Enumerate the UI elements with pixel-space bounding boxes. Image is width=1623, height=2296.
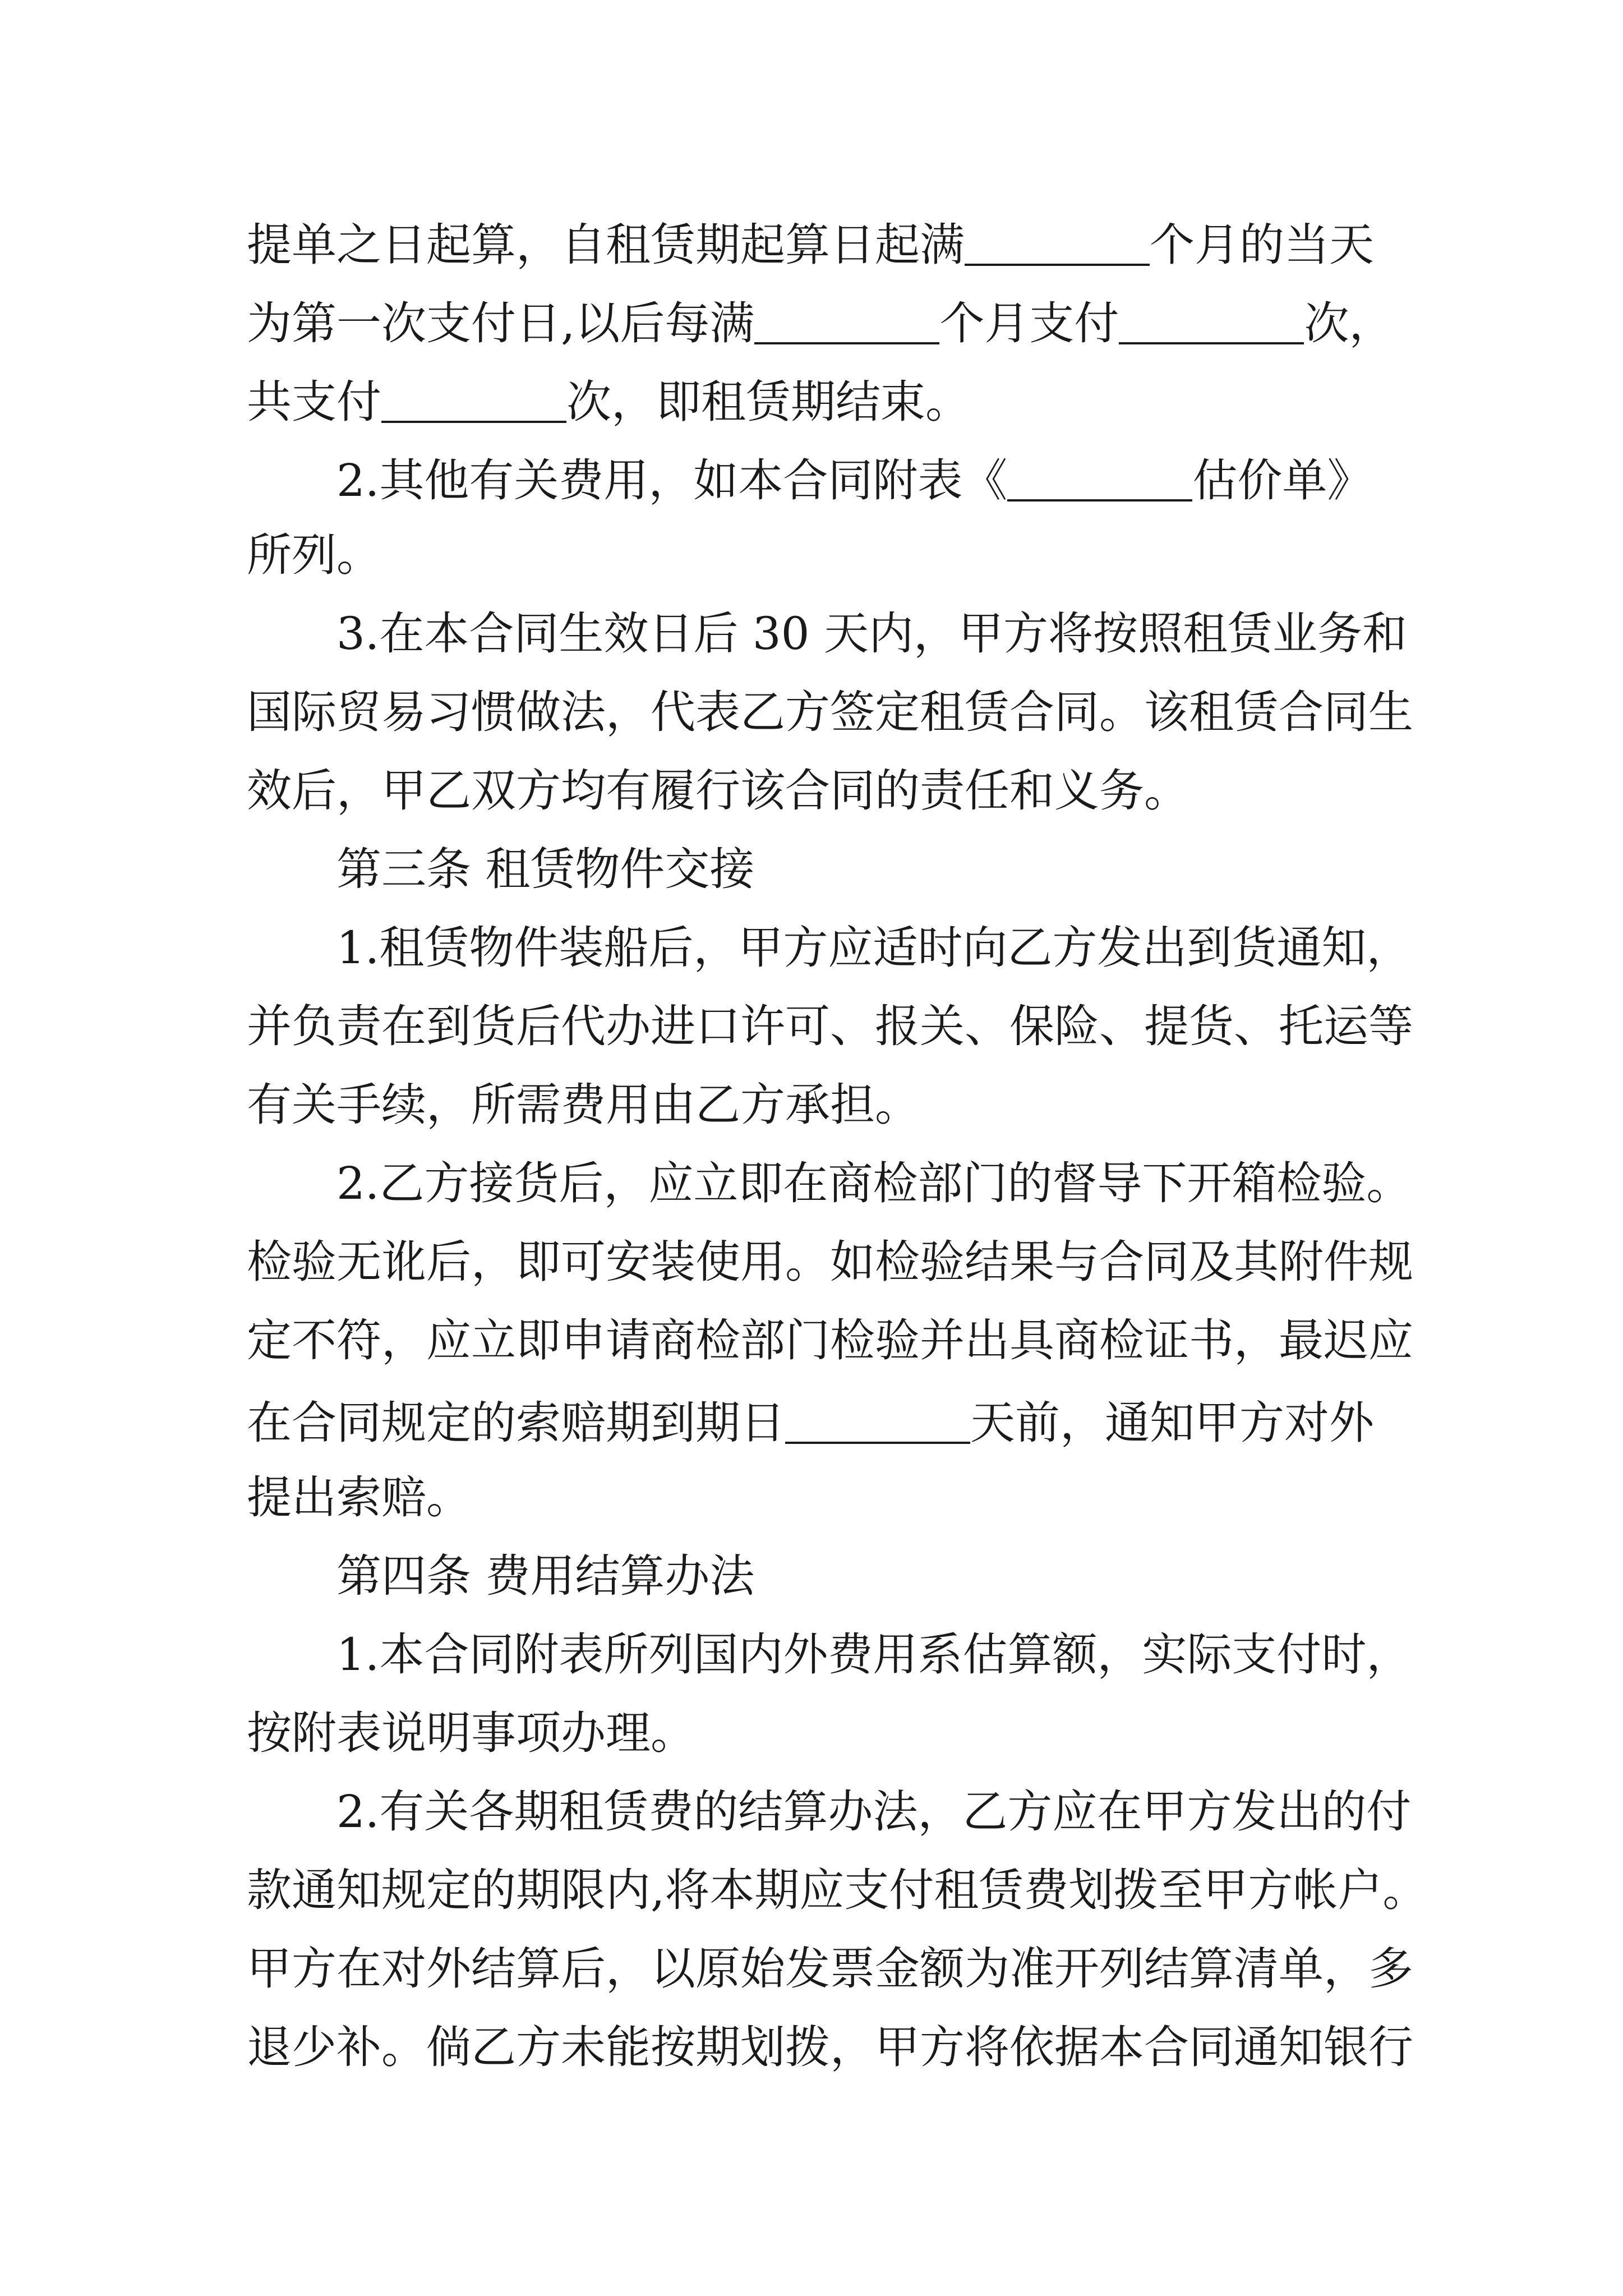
text-line: 2.乙方接货后，应立即在商检部门的督导下开箱检验。 bbox=[336, 1157, 1412, 1209]
text-line: 并负责在到货后代办进口许可、报关、保险、提货、托运等 bbox=[247, 1000, 1413, 1052]
fill-in-blank[interactable] bbox=[381, 376, 566, 423]
text-line: 共支付 次，即租赁期结束。 bbox=[247, 376, 970, 428]
section-heading: 第三条 租赁物件交接 bbox=[336, 843, 755, 895]
text-line: 在合同规定的索赔期到期日 天前，通知甲方对外 bbox=[247, 1397, 1374, 1449]
text-line: 为第一次支付日,以后每满 个月支付 次， bbox=[247, 297, 1394, 349]
text-line: 1.本合同附表所列国内外费用系估算额，实际支付时， bbox=[336, 1628, 1412, 1681]
text-line: 有关手续，所需费用由乙方承担。 bbox=[247, 1079, 920, 1131]
text-line: 2.有关各期租赁费的结算办法，乙方应在甲方发出的付 bbox=[336, 1786, 1412, 1838]
text-line: 检验无讹后，即可安装使用。如检验结果与合同及其附件规 bbox=[247, 1236, 1413, 1288]
fill-in-blank[interactable] bbox=[785, 1397, 970, 1444]
text-line: 甲方在对外结算后，以原始发票金额为准开列结算清单，多 bbox=[247, 1943, 1413, 1995]
fill-in-blank[interactable] bbox=[1007, 454, 1192, 501]
text-line: 款通知规定的期限内,将本期应支付租赁费划拨至甲方帐户。 bbox=[247, 1864, 1428, 1916]
text-line: 效后，甲乙双方均有履行该合同的责任和义务。 bbox=[247, 765, 1189, 817]
text-line: 提单之日起算，自租赁期起算日起满 个月的当天 bbox=[247, 219, 1374, 271]
text-line: 按附表说明事项办理。 bbox=[247, 1707, 695, 1759]
section-heading: 第四条 费用结算办法 bbox=[336, 1550, 755, 1602]
fill-in-blank[interactable] bbox=[1119, 297, 1304, 344]
text-line: 1.租赁物件装船后，甲方应适时向乙方发出到货通知， bbox=[336, 922, 1412, 974]
fill-in-blank[interactable] bbox=[965, 219, 1150, 266]
text-line: 3.在本合同生效日后 30 天内，甲方将按照租赁业务和 bbox=[336, 608, 1407, 660]
text-line: 退少补。倘乙方未能按期划拨，甲方将依据本合同通知银行 bbox=[247, 2021, 1413, 2073]
text-line: 提出索赔。 bbox=[247, 1471, 471, 1524]
fill-in-blank[interactable] bbox=[754, 297, 939, 344]
text-line: 国际贸易习惯做法，代表乙方签定租赁合同。该租赁合同生 bbox=[247, 686, 1413, 738]
text-line: 定不符，应立即申请商检部门检验并出具商检证书，最迟应 bbox=[247, 1314, 1413, 1366]
text-line: 2.其他有关费用，如本合同附表《 估价单》 bbox=[336, 454, 1372, 507]
text-line: 所列。 bbox=[247, 529, 381, 581]
